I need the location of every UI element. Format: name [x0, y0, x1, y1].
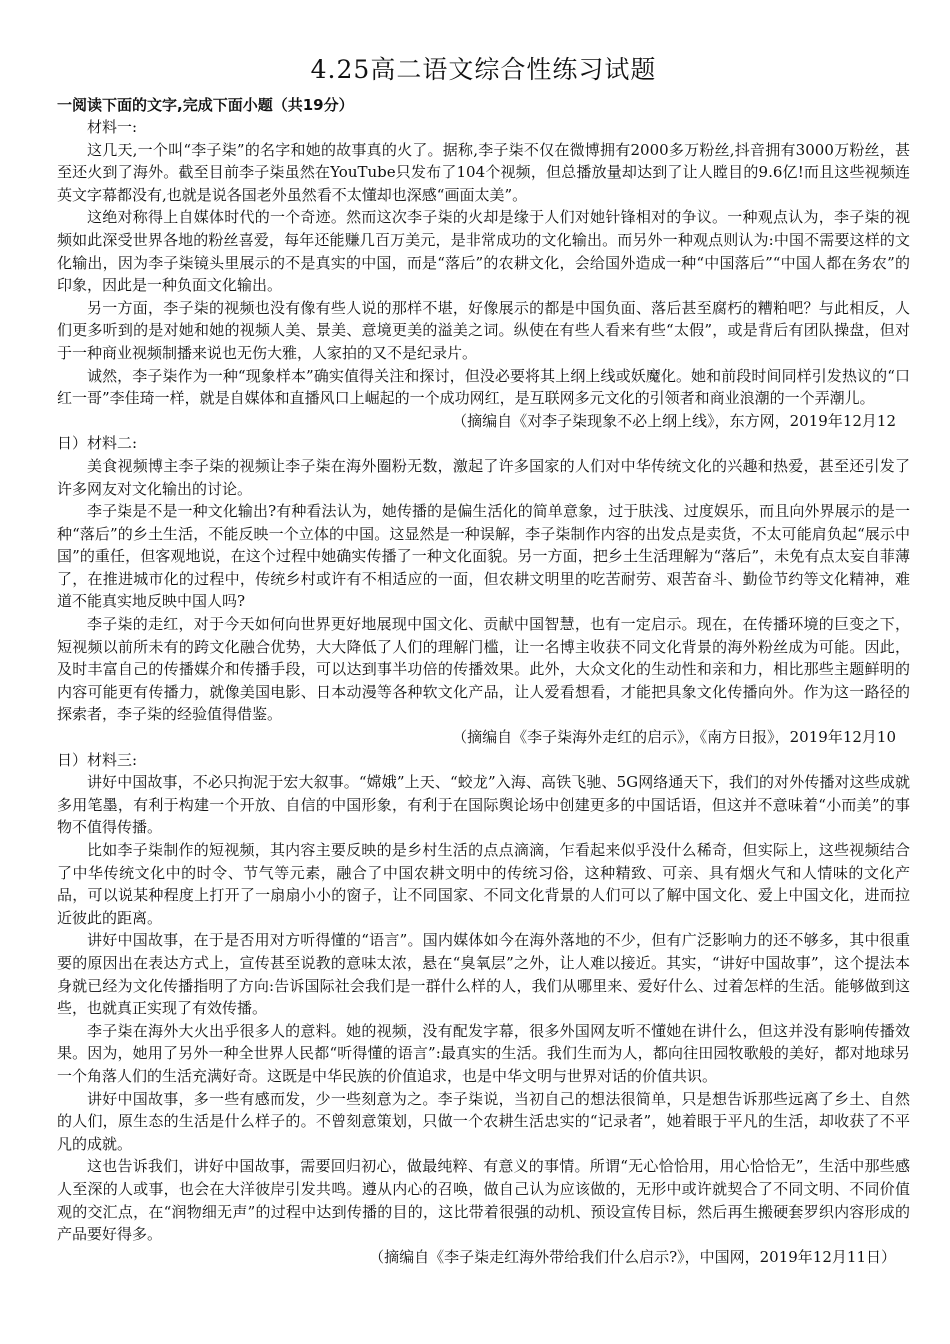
material-1-source-end [57, 432, 910, 455]
material-3-paragraph: 比如李子柒制作的短视频，其内容主要反映的是乡村生活的点点滴滴，乍看起来似乎没什么稀奇，但实际上，这些视频结合了中华传统文化中的时令、节气等元素，融合了中国农耕文明中的传统习俗，这种精致、可亲、具有烟火气和人情味的文化产品，可以说某种程度上打开了一扇扇小小的窗子，让不同国家、不同文化背景的人们可以了解中国文化、爱上中国文化，进而拉近彼此的距离。 [57, 841, 910, 927]
material-1-paragraph: 另一方面，李子柒的视频也没有像有些人说的那样不堪，好像展示的都是中国负面、落后甚至腐朽的糟粕吧？与此相反，人们更多听到的是对她和她的视频人美、景美、意境更美的溢美之词。纵使在有些人看来有些“太假”，或是背后有团队操盘，但对于一种商业视频制播来说也无伤大雅，人家拍的又不是纪录片。 [57, 298, 910, 362]
material-2-paragraph: 李子柒的走红，对于今天如何向世界更好地展现中国文化、贡献中国智慧，也有一定启示。现在，在传播环境的巨变之下，短视频以前所未有的跨文化融合优势，大大降低了人们的理解门槛，让一名博主收获不同文化背景的海外粉丝成为可能。因此，及时丰富自己的传播媒介和传播手段，可以达到事半功倍的传播效果。此外，大众文化的生动性和亲和力，相比那些主题鲜明的内容可能更有传播力，就像美国电影、日本动漫等各种软文化产品，让人爱看想看，才能把具象文化传播向外。作为这一路径的探索者，李子柒的经验值得借鉴。 [57, 615, 910, 724]
material-1-paragraph: 这几天,一个叫“李子柒”的名字和她的故事真的火了。据称,李子柒不仅在微博拥有2000多万粉丝,抖音拥有3000万粉丝，甚至还火到了海外。截至目前李子柒虽然在YouTube只发布了104个视频，但总播放量却达到了让人瞠目的9.6亿!而且这些视频连英文字幕都没有,也就是说各国老外虽然看不太懂却也深感“画面太美”。 [57, 140, 910, 204]
material-2-source-cont: 日） [57, 750, 88, 769]
material-1-source: （摘编自《对李子柒现象不必上纲上线》，东方网，2019年12月12 [452, 411, 896, 430]
material-1-label: 材料一: [87, 118, 138, 136]
material-2-paragraph: 李子柒是不是一种文化输出?有种看法认为，她传播的是偏生活化的简单意象，过于肤浅、过度娱乐，而且向外界展示的是一种“落后”的乡土生活，不能反映一个立体的中国。这显然是一种误解，李子柒制作内容的出发点是卖货，不太可能肩负起“展示中国”的重任，但客观地说，在这个过程中她确实传播了一种文化面貌。另一方面，把乡土生活理解为“落后”，未免有点太妄自菲薄了，在推进城市化的过程中，传统乡村或许有不相适应的一面，但农耕文明里的吃苦耐劳、艰苦奋斗、勤俭节约等文化精神，难道不能真实地反映中国人吗? [57, 502, 910, 611]
material-2-source: （摘编自《李子柒海外走红的启示》，《南方日报》，2019年12月10 [452, 728, 896, 747]
material-2-source-end [57, 749, 910, 772]
material-2-paragraph: 美食视频博主李子柒的视频让李子柒在海外圈粉无数，激起了许多国家的人们对中华传统文化的兴趣和热爱，甚至还引发了许多网友对文化输出的讨论。 [57, 456, 910, 498]
material-3-paragraph: 这也告诉我们，讲好中国故事，需要回归初心，做最纯粹、有意义的事情。所谓“无心恰恰用，用心恰恰无”，生活中那些感人至深的人或事，也会在大洋彼岸引发共鸣。遵从内心的召唤，做自己认为应该做的，无形中或许就契合了不同文明、不同价值观的交汇点，在“润物细无声”的过程中达到传播的目的，这比带着很强的动机、预设宣传目标，然后再生搬硬套罗织内容形成的产品要好得多。 [57, 1157, 910, 1244]
material-1-paragraph: 诚然，李子柒作为一种“现象样本”确实值得关注和探讨，但没必要将其上纲上线或妖魔化。她和前段时间同样引发热议的“口红一哥”李佳琦一样，就是自媒体和直播风口上崛起的一个成功网红，是互联网多元文化的引领者和商业浪潮的一个弄潮儿。 [57, 366, 910, 408]
material-3-source: （摘编自《李子柒走红海外带给我们什么启示?》，中国网，2019年12月11日） [369, 1247, 896, 1266]
page-title: 4.25高二语文综合性练习试题 [310, 55, 657, 84]
material-1-source-cont: 日） [57, 434, 88, 453]
material-3-paragraph: 李子柒在海外大火出乎很多人的意料。她的视频，没有配发字幕，很多外国网友听不懂她在讲什么，但这并没有影响传播效果。因为，她用了另外一种全世界人民都“听得懂的语言”:最真实的生活。我们生而为人，都向往田园牧歌般的美好，都对地球另一个角落人们的生活充满好奇。这既是中华民族的价值追求，也是中华文明与世界对话的价值共识。 [57, 1021, 910, 1085]
material-2-label: 材料二: [87, 434, 138, 453]
material-3-paragraph: 讲好中国故事，在于是否用对方听得懂的“语言”。国内媒体如今在海外落地的不少，但有广泛影响力的还不够多，其中很重要的原因出在表达方式上，宣传甚至说教的意味太浓，悬在“臭氧层”之外，让人难以接近。其实，“讲好中国故事”，这个提法本身就已经为文化传播指明了方向:告诉国际社会我们是一群什么样的人，我们从哪里来、爱好什么、过着怎样的生活。能够做到这些，也就真正实现了有效传播。 [57, 931, 910, 1018]
material-1-paragraph: 这绝对称得上自媒体时代的一个奇迹。然而这次李子柒的火却是缘于人们对她针锋相对的争议。一种观点认为，李子柒的视频如此深受世界各地的粉丝喜爱，每年还能赚几百万美元，是非常成功的文化输出。而另外一种观点则认为:中国不需要这样的文化输出，因为李子柒镜头里展示的不是真实的中国，而是“落后”的农耕文化，会给国外造成一种“中国落后”“中国人都在务农”的印象，因此是一种负面文化输出。 [57, 208, 910, 295]
material-3-paragraph: 讲好中国故事，不必只拘泥于宏大叙事。“嫦娥”上天、“蛟龙”入海、高铁飞驰、5G网络通天下，我们的对外传播对这些成就多用笔墨，有利于构建一个开放、自信的中国形象，有利于在国际舆论场中创建更多的中国话语，但这并不意味着“小而美”的事物不值得传播。 [57, 773, 910, 837]
material-3-paragraph: 讲好中国故事，多一些有感而发，少一些刻意为之。李子柒说，当初自己的想法很简单，只是想告诉那些远离了乡土、自然的人们，原生态的生活是什么样子的。不曾刻意策划，只做一个农耕生活忠实的“记录者”，她着眼于平凡的生活，却收获了不平凡的成就。 [57, 1089, 910, 1153]
section-heading: 一阅读下面的文字,完成下面小题（共19分） [57, 96, 354, 114]
material-3-label: 材料三: [87, 750, 138, 769]
